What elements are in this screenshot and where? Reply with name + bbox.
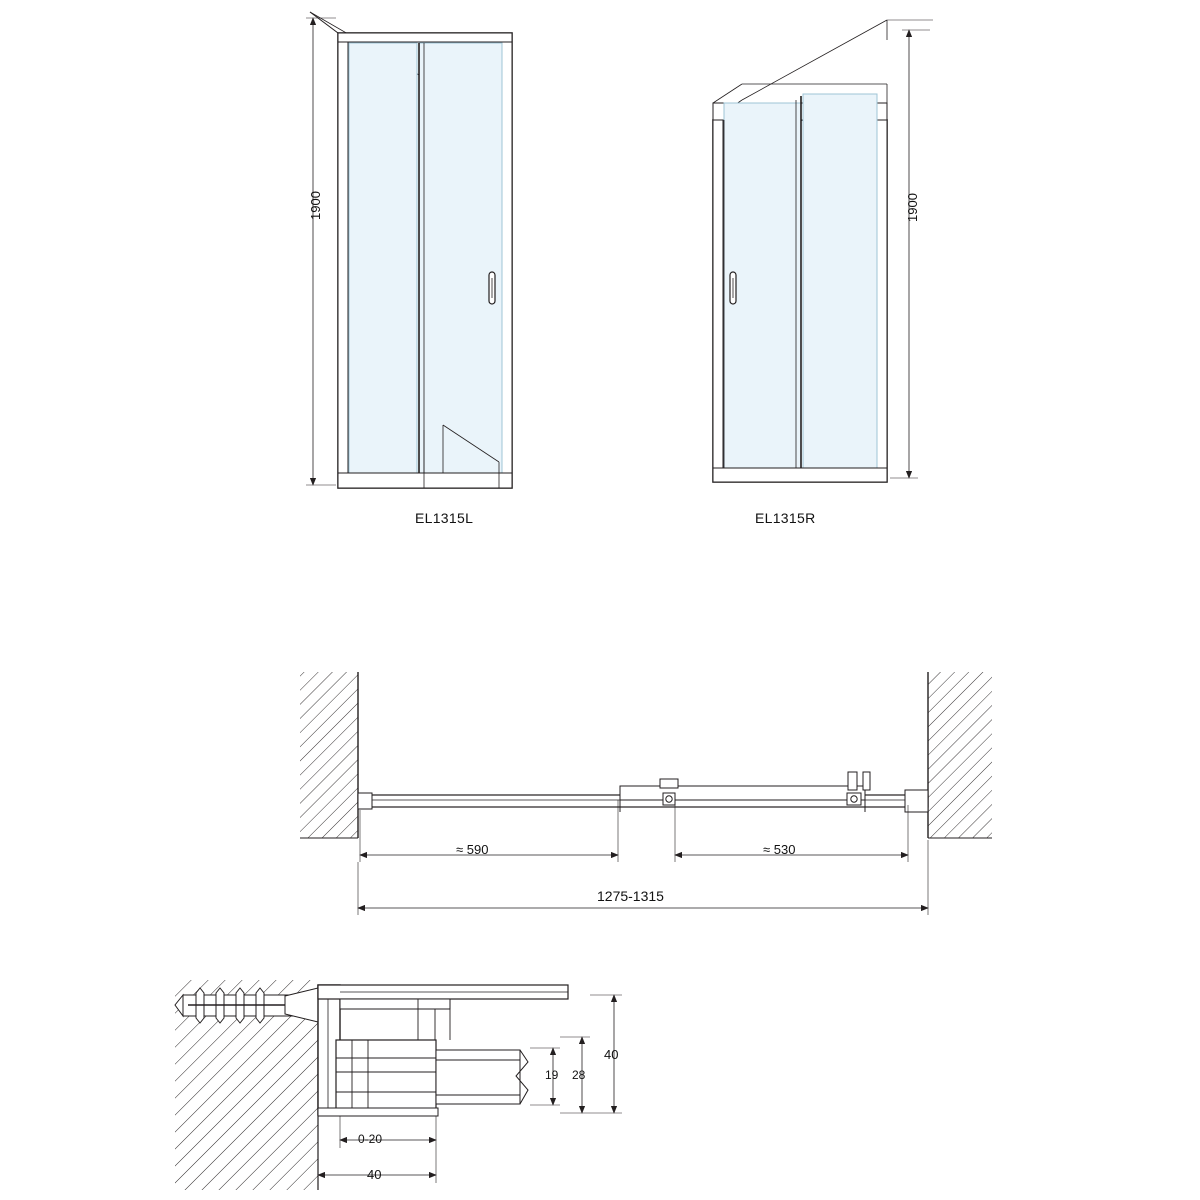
elevation-view-left xyxy=(306,12,512,488)
door-handle-right-view xyxy=(730,272,736,304)
dimension-label-adjustment-range: 0-20 xyxy=(358,1132,383,1146)
dimension-label-glass-offset: 19 xyxy=(545,1068,559,1082)
elevation-view-right xyxy=(713,20,933,482)
dimension-label-panel-left: ≈ 590 xyxy=(456,842,489,857)
glass-panel-fixed-right-view xyxy=(803,94,877,478)
dimension-label-profile-depth: 40 xyxy=(604,1047,619,1062)
dimension-label-height-right: 1900 xyxy=(905,193,920,222)
dimension-height-right xyxy=(887,20,933,478)
dimension-adjustment-0-20 xyxy=(340,1116,436,1148)
dimension-height-left xyxy=(306,18,336,485)
dimension-label-inner-depth: 28 xyxy=(572,1068,586,1082)
dimension-label-height-left: 1900 xyxy=(308,191,323,220)
dimension-label-profile-width: 40 xyxy=(367,1167,382,1182)
plan-view xyxy=(300,672,992,915)
detail-section-view xyxy=(175,980,622,1190)
door-handle-left-view xyxy=(489,272,495,304)
model-label-right: EL1315R xyxy=(755,510,816,526)
model-label-left: EL1315L xyxy=(415,510,474,526)
glass-panel-sliding xyxy=(419,43,502,473)
glass-panel-fixed xyxy=(349,43,417,473)
dimension-label-panel-right: ≈ 530 xyxy=(763,842,796,857)
dimension-label-overall-width: 1275-1315 xyxy=(597,888,664,904)
dimension-panel-left xyxy=(360,800,618,862)
